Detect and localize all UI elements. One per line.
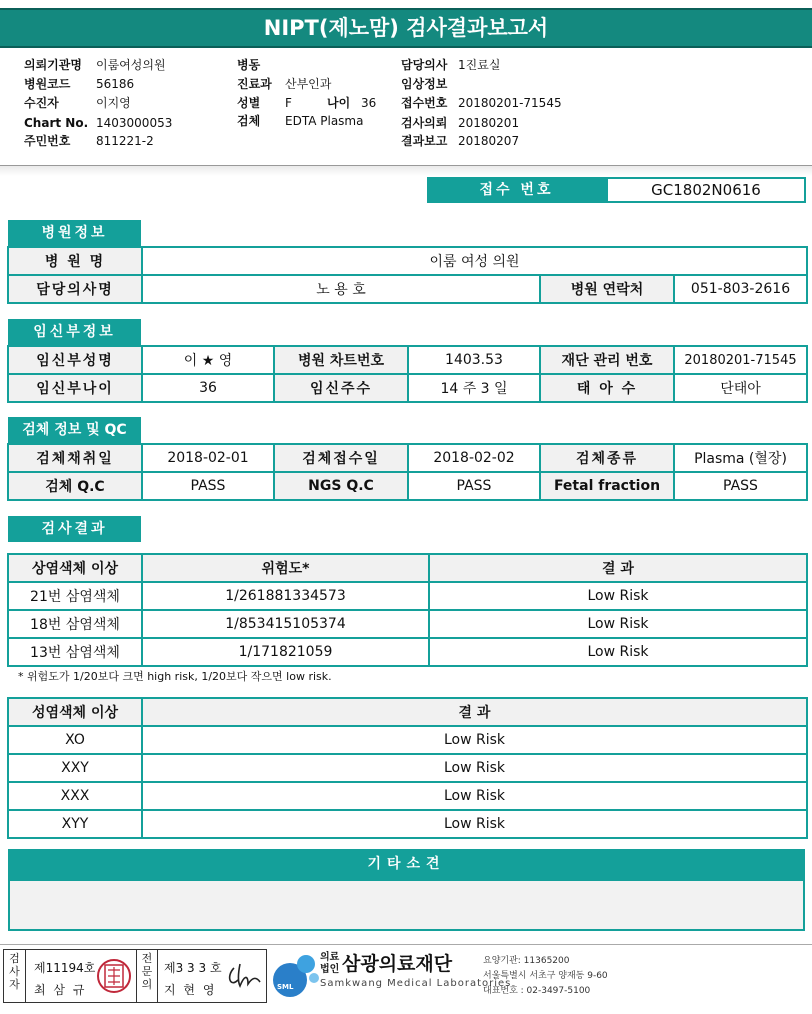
receipt-value: GC1802N0616 — [606, 177, 806, 203]
autosome-result: Low Risk — [429, 610, 807, 638]
sml-logo-icon — [270, 950, 320, 1000]
receive-date-label: 검체접수일 — [274, 444, 408, 472]
specimen-type-label: 검체종류 — [540, 444, 674, 472]
header-doctor: 담당의사 1진료실 — [401, 58, 501, 72]
sex-name: XXX — [8, 782, 142, 810]
fetus-count-label: 태 아 수 — [540, 374, 674, 402]
corp-info-line: 대표번호 : 02-3497-5100 — [483, 986, 591, 996]
collect-date-label: 검체채취일 — [8, 444, 142, 472]
header-chart-no: Chart No. 1403000053 — [24, 116, 173, 130]
corp-type: 의료 법인 — [320, 952, 340, 975]
header-accession-no: 접수번호 20180201-71545 — [401, 96, 562, 110]
sex-header-result: 결 과 — [142, 698, 807, 726]
ngs-qc-label: NGS Q.C — [274, 472, 408, 500]
patient-name-label: 임신부성명 — [8, 346, 142, 374]
autosome-header-result: 결 과 — [429, 554, 807, 582]
fetal-fraction-value: PASS — [674, 472, 807, 500]
header-report-date: 결과보고 20180207 — [401, 134, 520, 148]
logo-text: SML — [277, 983, 294, 991]
corp-info-line: 요양기관: 11365200 — [483, 956, 570, 966]
risk-footnote: * 위험도가 1/20보다 크면 high risk, 1/20보다 작으면 low risk. — [18, 670, 332, 683]
corp-info — [483, 954, 608, 999]
specimen-type-value: Plasma (혈장) — [674, 444, 807, 472]
gestation-label: 임신주수 — [274, 374, 408, 402]
header-hospital-code: 병원코드 56186 — [24, 77, 135, 91]
sex-name: XXY — [8, 754, 142, 782]
autosome-result: Low Risk — [429, 582, 807, 610]
autosome-risk: 1/261881334573 — [142, 582, 429, 610]
mgmt-no-label: 재단 관리 번호 — [540, 346, 674, 374]
other-findings-body — [8, 879, 805, 931]
sex-chromosome-table — [7, 697, 808, 839]
table-row — [8, 638, 807, 666]
examiner-license: 제11194호 — [34, 961, 96, 975]
examiner-name: 최 삼 규 — [34, 983, 87, 997]
separator-band — [0, 166, 812, 176]
other-findings-header: 기타소견 — [8, 849, 805, 879]
specimen-qc-value: PASS — [142, 472, 274, 500]
hospital-table — [7, 246, 808, 304]
header-specimen: 검체 EDTA Plasma — [237, 114, 364, 128]
autosome-risk: 1/853415105374 — [142, 610, 429, 638]
autosome-header-name: 상염색체 이상 — [8, 554, 142, 582]
sex-name: XO — [8, 726, 142, 754]
doctor-label: 담당의사명 — [8, 275, 142, 303]
autosome-table — [7, 553, 808, 667]
header-request-date: 검사의뢰 20180201 — [401, 116, 520, 130]
table-row — [8, 754, 807, 782]
checker-license: 제3 3 3 호 — [164, 961, 222, 975]
header-age: 나이 36 — [327, 96, 377, 110]
patient-age-label: 임신부나이 — [8, 374, 142, 402]
autosome-risk: 1/171821059 — [142, 638, 429, 666]
receive-date-value: 2018-02-02 — [408, 444, 540, 472]
gestation-value: 14 주 3 일 — [408, 374, 540, 402]
specimen-section-tab: 검체 정보 및 QC — [8, 417, 141, 443]
header-department: 진료과 산부인과 — [237, 77, 332, 91]
autosome-header-risk: 위험도* — [142, 554, 429, 582]
hospital-name-value: 이룸 여성 의원 — [142, 247, 807, 275]
fetus-count-value: 단태아 — [674, 374, 807, 402]
header-ward: 병동 — [237, 58, 261, 72]
fetal-fraction-label: Fetal fraction — [540, 472, 674, 500]
checker-label: 전문의 — [136, 950, 158, 1002]
sex-result: Low Risk — [142, 754, 807, 782]
results-section-tab: 검사결과 — [8, 516, 141, 542]
patient-age-value: 36 — [142, 374, 274, 402]
patient-table — [7, 345, 808, 403]
table-row — [8, 582, 807, 610]
specimen-qc-label: 검체 Q.C — [8, 472, 142, 500]
patient-section-tab: 임신부정보 — [8, 319, 141, 345]
hospital-contact-label: 병원 연락처 — [540, 275, 674, 303]
table-row — [8, 610, 807, 638]
autosome-name: 21번 삼염색체 — [8, 582, 142, 610]
header-hospital-name: 의뢰기관명 이룸여성의원 — [24, 58, 166, 72]
examiner-label: 검사자 — [4, 950, 26, 1002]
autosome-result: Low Risk — [429, 638, 807, 666]
report-header — [0, 52, 812, 166]
patient-name-value: 이 ★ 영 — [142, 346, 274, 374]
sex-name: XYY — [8, 810, 142, 838]
checker-name: 지 현 영 — [164, 983, 217, 997]
collect-date-value: 2018-02-01 — [142, 444, 274, 472]
header-clinical-info: 임상정보 — [401, 77, 448, 91]
header-resident-no: 주민번호 811221-2 — [24, 134, 154, 148]
corp-info-line: 서울특별시 서초구 양재동 9-60 — [483, 971, 608, 981]
specimen-table — [7, 443, 808, 501]
sex-result: Low Risk — [142, 810, 807, 838]
sex-header-name: 성염색체 이상 — [8, 698, 142, 726]
signature-icon — [224, 958, 264, 994]
corp-name: 삼광의료재단 — [342, 953, 453, 975]
corp-english-name: Samkwang Medical Laboratories — [320, 978, 512, 989]
report-title: NIPT(제노맘) 검사결과보고서 — [0, 8, 812, 48]
ngs-qc-value: PASS — [408, 472, 540, 500]
hospital-section-tab: 병원정보 — [8, 220, 141, 246]
sex-result: Low Risk — [142, 726, 807, 754]
autosome-name: 18번 삼염색체 — [8, 610, 142, 638]
hospital-contact-value: 051-803-2616 — [674, 275, 807, 303]
chart-no-label: 병원 차트번호 — [274, 346, 408, 374]
autosome-name: 13번 삼염색체 — [8, 638, 142, 666]
table-row — [8, 782, 807, 810]
doctor-value: 노 용 호 — [142, 275, 540, 303]
table-row — [8, 810, 807, 838]
header-sex: 성별 F — [237, 96, 292, 110]
signature-box — [3, 949, 267, 1003]
hospital-name-label: 병 원 명 — [8, 247, 142, 275]
header-patient: 수진자 이지영 — [24, 96, 131, 110]
mgmt-no-value: 20180201-71545 — [674, 346, 807, 374]
footer-divider — [0, 944, 812, 945]
table-row — [8, 726, 807, 754]
receipt-label: 접수 번호 — [427, 177, 606, 203]
sex-result: Low Risk — [142, 782, 807, 810]
chart-no-value: 1403.53 — [408, 346, 540, 374]
examiner-seal-icon — [96, 956, 132, 996]
